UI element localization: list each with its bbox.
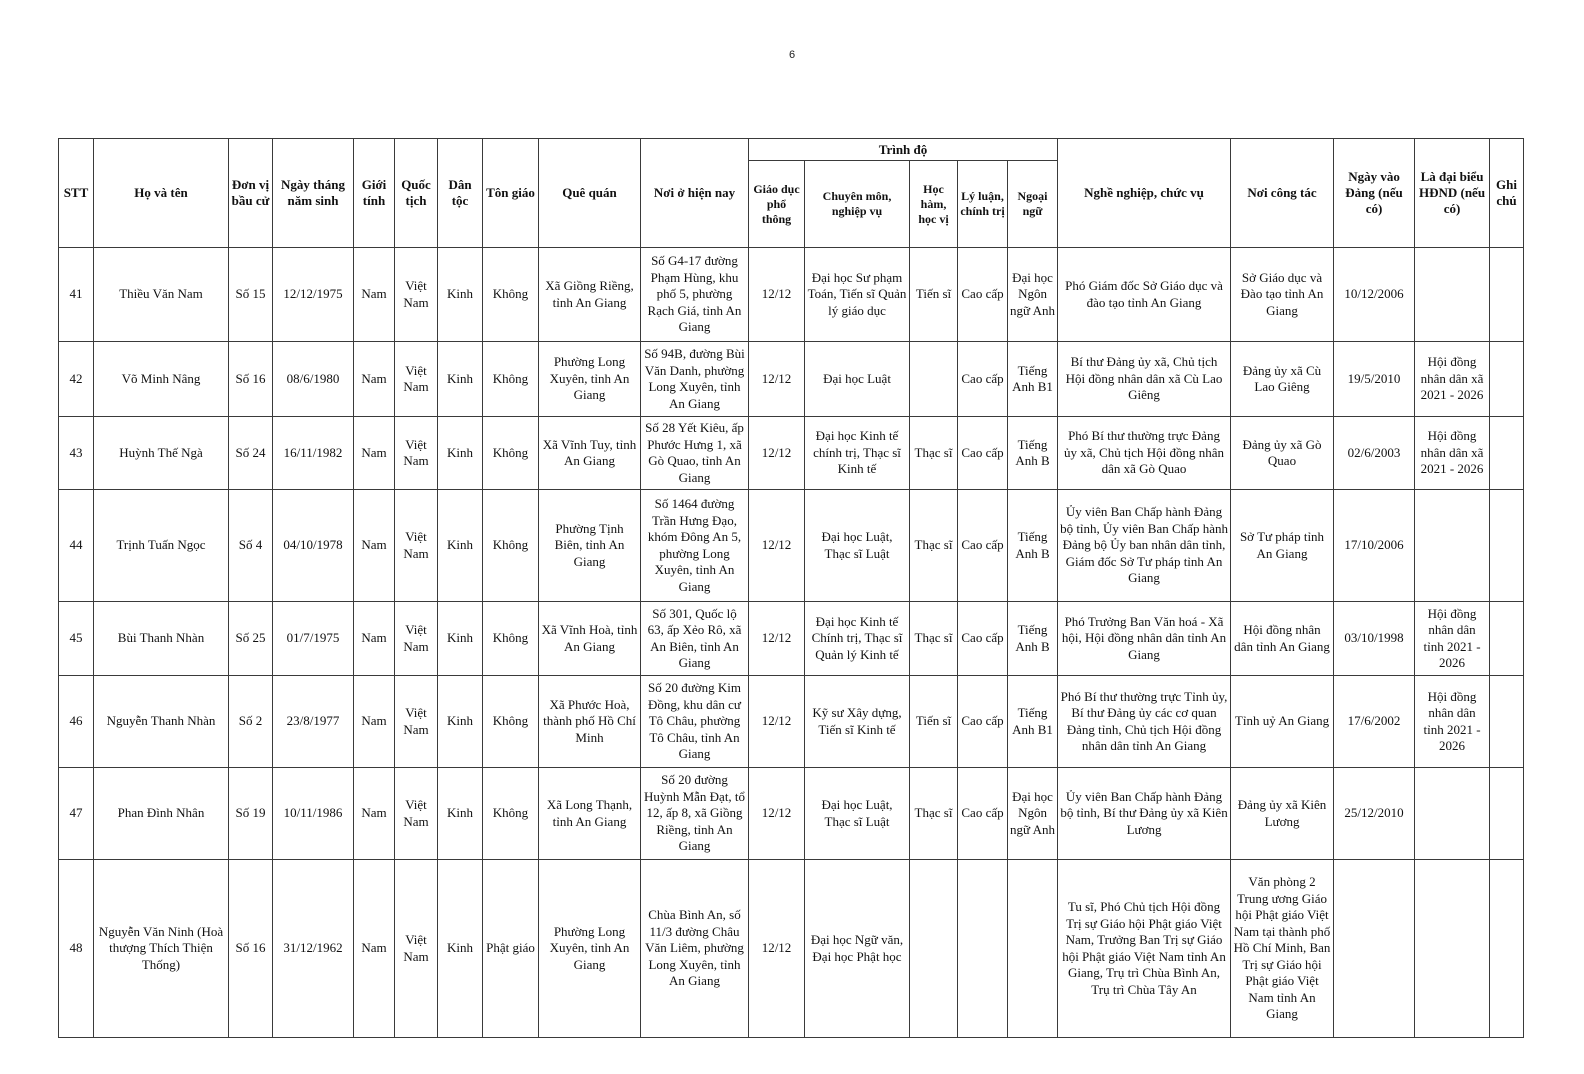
- cell-ngay-sinh: 31/12/1962: [273, 860, 354, 1038]
- cell-chuyen-mon: Đại học Sư phạm Toán, Tiến sĩ Quản lý giáo dục: [805, 248, 910, 342]
- cell-que-quan: Phường Tịnh Biên, tỉnh An Giang: [539, 490, 641, 602]
- cell-gioi-tinh: Nam: [354, 342, 395, 417]
- cell-ngay-vao-dang: 10/12/2006: [1334, 248, 1415, 342]
- header-quoc-tich: Quốc tịch: [395, 139, 438, 248]
- cell-hoc-ham: Thạc sĩ: [910, 417, 958, 490]
- cell-ngoai-ngu: [1008, 860, 1058, 1038]
- header-stt: STT: [59, 139, 94, 248]
- cell-ngay-vao-dang: 17/10/2006: [1334, 490, 1415, 602]
- cell-stt: 43: [59, 417, 94, 490]
- cell-gioi-tinh: Nam: [354, 768, 395, 860]
- cell-quoc-tich: Việt Nam: [395, 602, 438, 676]
- cell-hoc-ham: Thạc sĩ: [910, 768, 958, 860]
- cell-noi-cong-tac: Đảng ủy xã Cù Lao Giêng: [1231, 342, 1334, 417]
- table-row: [59, 676, 1524, 768]
- cell-ho-ten: Bùi Thanh Nhàn: [94, 602, 229, 676]
- cell-stt: 45: [59, 602, 94, 676]
- header-nghe-nghiep: Nghề nghiệp, chức vụ: [1058, 139, 1231, 248]
- cell-ly-luan: Cao cấp: [958, 490, 1008, 602]
- cell-ho-ten: Huỳnh Thế Ngà: [94, 417, 229, 490]
- cell-ngoai-ngu: Đại học Ngôn ngữ Anh: [1008, 248, 1058, 342]
- cell-noi-cong-tac: Sở Tư pháp tỉnh An Giang: [1231, 490, 1334, 602]
- cell-gioi-tinh: Nam: [354, 248, 395, 342]
- cell-quoc-tich: Việt Nam: [395, 248, 438, 342]
- cell-ly-luan: Cao cấp: [958, 417, 1008, 490]
- cell-quoc-tich: Việt Nam: [395, 860, 438, 1038]
- cell-hoc-ham: Thạc sĩ: [910, 602, 958, 676]
- cell-ngay-sinh: 10/11/1986: [273, 768, 354, 860]
- cell-ton-giao: Không: [483, 602, 539, 676]
- cell-ngay-sinh: 16/11/1982: [273, 417, 354, 490]
- cell-ngoai-ngu: Tiếng Anh B: [1008, 602, 1058, 676]
- cell-que-quan: Xã Phước Hoà, thành phố Hồ Chí Minh: [539, 676, 641, 768]
- cell-stt: 48: [59, 860, 94, 1038]
- cell-ngay-sinh: 12/12/1975: [273, 248, 354, 342]
- cell-ngoai-ngu: Tiếng Anh B: [1008, 417, 1058, 490]
- cell-ngay-vao-dang: 19/5/2010: [1334, 342, 1415, 417]
- cell-dai-bieu: Hội đồng nhân dân xã 2021 - 2026: [1415, 417, 1490, 490]
- cell-stt: 42: [59, 342, 94, 417]
- cell-don-vi: Số 25: [229, 602, 273, 676]
- cell-nghe-nghiep: Bí thư Đảng ủy xã, Chủ tịch Hội đồng nhân dân xã Cù Lao Giêng: [1058, 342, 1231, 417]
- cell-dan-toc: Kinh: [438, 248, 483, 342]
- cell-chuyen-mon: Đại học Luật, Thạc sĩ Luật: [805, 768, 910, 860]
- table-row: [59, 248, 1524, 342]
- cell-noi-o: Số 28 Yết Kiêu, ấp Phước Hưng 1, xã Gò Quao, tỉnh An Giang: [641, 417, 749, 490]
- cell-ly-luan: Cao cấp: [958, 676, 1008, 768]
- header-giao-duc: Giáo dục phổ thông: [749, 161, 805, 248]
- header-ngay-vao-dang: Ngày vào Đảng (nếu có): [1334, 139, 1415, 248]
- cell-que-quan: Phường Long Xuyên, tỉnh An Giang: [539, 860, 641, 1038]
- cell-dai-bieu: [1415, 248, 1490, 342]
- cell-ngoai-ngu: Tiếng Anh B: [1008, 490, 1058, 602]
- cell-dai-bieu: Hội đồng nhân dân tỉnh 2021 - 2026: [1415, 676, 1490, 768]
- cell-stt: 46: [59, 676, 94, 768]
- cell-gioi-tinh: Nam: [354, 417, 395, 490]
- cell-nghe-nghiep: Phó Trưởng Ban Văn hoá - Xã hội, Hội đồng nhân dân tỉnh An Giang: [1058, 602, 1231, 676]
- cell-ngoai-ngu: Đại học Ngôn ngữ Anh: [1008, 768, 1058, 860]
- candidate-table: [58, 138, 1524, 1038]
- cell-que-quan: Xã Long Thạnh, tỉnh An Giang: [539, 768, 641, 860]
- cell-don-vi: Số 16: [229, 342, 273, 417]
- cell-ly-luan: Cao cấp: [958, 602, 1008, 676]
- cell-chuyen-mon: Đại học Kinh tế Chính trị, Thạc sĩ Quản lý Kinh tế: [805, 602, 910, 676]
- cell-ghi-chu: [1490, 342, 1524, 417]
- header-trinh-do: Trình độ: [749, 139, 1058, 161]
- cell-chuyen-mon: Đại học Ngữ văn, Đại học Phật học: [805, 860, 910, 1038]
- cell-dan-toc: Kinh: [438, 602, 483, 676]
- cell-don-vi: Số 2: [229, 676, 273, 768]
- cell-quoc-tich: Việt Nam: [395, 768, 438, 860]
- cell-gioi-tinh: Nam: [354, 602, 395, 676]
- cell-nghe-nghiep: Ủy viên Ban Chấp hành Đảng bộ tỉnh, Ủy viên Ban Chấp hành Đảng bộ Ủy ban nhân dân tỉnh, Giám đốc Sở Tư pháp tỉnh An Giang: [1058, 490, 1231, 602]
- cell-dai-bieu: Hội đồng nhân dân tỉnh 2021 - 2026: [1415, 602, 1490, 676]
- cell-ton-giao: Phật giáo: [483, 860, 539, 1038]
- header-chuyen-mon: Chuyên môn, nghiệp vụ: [805, 161, 910, 248]
- cell-nghe-nghiep: Ủy viên Ban Chấp hành Đảng bộ tỉnh, Bí thư Đảng ủy xã Kiên Lương: [1058, 768, 1231, 860]
- cell-ngay-vao-dang: 17/6/2002: [1334, 676, 1415, 768]
- cell-stt: 41: [59, 248, 94, 342]
- cell-gioi-tinh: Nam: [354, 490, 395, 602]
- table-row: [59, 417, 1524, 490]
- cell-ho-ten: Nguyễn Văn Ninh (Hoà thượng Thích Thiện Thống): [94, 860, 229, 1038]
- cell-que-quan: Xã Giồng Riềng, tỉnh An Giang: [539, 248, 641, 342]
- cell-noi-o: Số 20 đường Kim Đồng, khu dân cư Tô Châu, phường Tô Châu, tỉnh An Giang: [641, 676, 749, 768]
- cell-dan-toc: Kinh: [438, 417, 483, 490]
- cell-noi-o: Số G4-17 đường Phạm Hùng, khu phố 5, phường Rạch Giá, tỉnh An Giang: [641, 248, 749, 342]
- cell-stt: 47: [59, 768, 94, 860]
- cell-dan-toc: Kinh: [438, 860, 483, 1038]
- header-noi-o: Nơi ở hiện nay: [641, 139, 749, 248]
- cell-que-quan: Phường Long Xuyên, tỉnh An Giang: [539, 342, 641, 417]
- header-que-quan: Quê quán: [539, 139, 641, 248]
- cell-ho-ten: Nguyễn Thanh Nhàn: [94, 676, 229, 768]
- cell-nghe-nghiep: Tu sĩ, Phó Chủ tịch Hội đồng Trị sự Giáo hội Phật giáo Việt Nam, Trưởng Ban Trị sự Giáo hội Phật giáo Việt Nam tỉnh An Giang, Trụ trì Chùa Bình An, Trụ trì Chùa Tây An: [1058, 860, 1231, 1038]
- cell-ngoai-ngu: Tiếng Anh B1: [1008, 342, 1058, 417]
- table-row: [59, 768, 1524, 860]
- cell-noi-o: Chùa Bình An, số 11/3 đường Châu Văn Liêm, phường Long Xuyên, tỉnh An Giang: [641, 860, 749, 1038]
- cell-ngay-vao-dang: 02/6/2003: [1334, 417, 1415, 490]
- header-ngoai-ngu: Ngoại ngữ: [1008, 161, 1058, 248]
- header-gioi-tinh: Giới tính: [354, 139, 395, 248]
- cell-ho-ten: Võ Minh Nâng: [94, 342, 229, 417]
- cell-noi-o: Số 301, Quốc lộ 63, ấp Xẻo Rô, xã An Biên, tỉnh An Giang: [641, 602, 749, 676]
- cell-ngay-vao-dang: [1334, 860, 1415, 1038]
- header-dan-toc: Dân tộc: [438, 139, 483, 248]
- header-hoc-ham: Học hàm, học vị: [910, 161, 958, 248]
- cell-chuyen-mon: Kỹ sư Xây dựng, Tiến sĩ Kinh tế: [805, 676, 910, 768]
- cell-dai-bieu: [1415, 860, 1490, 1038]
- cell-ton-giao: Không: [483, 417, 539, 490]
- cell-giao-duc: 12/12: [749, 417, 805, 490]
- cell-nghe-nghiep: Phó Giám đốc Sở Giáo dục và đào tạo tỉnh An Giang: [1058, 248, 1231, 342]
- cell-don-vi: Số 24: [229, 417, 273, 490]
- cell-ton-giao: Không: [483, 248, 539, 342]
- cell-gioi-tinh: Nam: [354, 860, 395, 1038]
- cell-don-vi: Số 4: [229, 490, 273, 602]
- cell-dai-bieu: [1415, 490, 1490, 602]
- header-row: [59, 139, 1524, 161]
- cell-noi-cong-tac: Đảng ủy xã Gò Quao: [1231, 417, 1334, 490]
- cell-ghi-chu: [1490, 768, 1524, 860]
- header-ho-ten: Họ và tên: [94, 139, 229, 248]
- cell-giao-duc: 12/12: [749, 342, 805, 417]
- header-noi-cong-tac: Nơi công tác: [1231, 139, 1334, 248]
- cell-ho-ten: Phan Đình Nhân: [94, 768, 229, 860]
- cell-ngay-sinh: 01/7/1975: [273, 602, 354, 676]
- cell-giao-duc: 12/12: [749, 602, 805, 676]
- header-dai-bieu: Là đại biểu HĐND (nếu có): [1415, 139, 1490, 248]
- cell-dai-bieu: Hội đồng nhân dân xã 2021 - 2026: [1415, 342, 1490, 417]
- cell-giao-duc: 12/12: [749, 248, 805, 342]
- cell-hoc-ham: Thạc sĩ: [910, 490, 958, 602]
- cell-quoc-tich: Việt Nam: [395, 417, 438, 490]
- table-row: [59, 602, 1524, 676]
- cell-quoc-tich: Việt Nam: [395, 490, 438, 602]
- cell-hoc-ham: Tiến sĩ: [910, 676, 958, 768]
- cell-don-vi: Số 16: [229, 860, 273, 1038]
- cell-giao-duc: 12/12: [749, 860, 805, 1038]
- cell-ly-luan: Cao cấp: [958, 768, 1008, 860]
- cell-nghe-nghiep: Phó Bí thư thường trực Tỉnh ủy, Bí thư Đảng ủy các cơ quan Đảng tỉnh, Chủ tịch Hội đồng nhân dân tỉnh An Giang: [1058, 676, 1231, 768]
- cell-ton-giao: Không: [483, 342, 539, 417]
- table-row: [59, 860, 1524, 1038]
- table-row: [59, 342, 1524, 417]
- cell-ton-giao: Không: [483, 768, 539, 860]
- cell-ton-giao: Không: [483, 676, 539, 768]
- cell-que-quan: Xã Vĩnh Tuy, tỉnh An Giang: [539, 417, 641, 490]
- cell-chuyen-mon: Đại học Luật, Thạc sĩ Luật: [805, 490, 910, 602]
- cell-nghe-nghiep: Phó Bí thư thường trực Đảng ủy xã, Chủ tịch Hội đồng nhân dân xã Gò Quao: [1058, 417, 1231, 490]
- cell-ho-ten: Trịnh Tuấn Ngọc: [94, 490, 229, 602]
- cell-ghi-chu: [1490, 860, 1524, 1038]
- cell-gioi-tinh: Nam: [354, 676, 395, 768]
- cell-ly-luan: Cao cấp: [958, 342, 1008, 417]
- cell-ghi-chu: [1490, 248, 1524, 342]
- cell-ghi-chu: [1490, 602, 1524, 676]
- cell-dai-bieu: [1415, 768, 1490, 860]
- cell-dan-toc: Kinh: [438, 768, 483, 860]
- cell-noi-cong-tac: Hội đồng nhân dân tỉnh An Giang: [1231, 602, 1334, 676]
- header-don-vi: Đơn vị bầu cử: [229, 139, 273, 248]
- cell-giao-duc: 12/12: [749, 768, 805, 860]
- cell-chuyen-mon: Đại học Kinh tế chính trị, Thạc sĩ Kinh tế: [805, 417, 910, 490]
- cell-ngay-sinh: 08/6/1980: [273, 342, 354, 417]
- cell-noi-cong-tac: Sở Giáo dục và Đào tạo tỉnh An Giang: [1231, 248, 1334, 342]
- cell-ghi-chu: [1490, 676, 1524, 768]
- cell-dan-toc: Kinh: [438, 676, 483, 768]
- cell-don-vi: Số 19: [229, 768, 273, 860]
- cell-hoc-ham: [910, 860, 958, 1038]
- header-ngay-sinh: Ngày tháng năm sinh: [273, 139, 354, 248]
- cell-ngay-sinh: 23/8/1977: [273, 676, 354, 768]
- cell-giao-duc: 12/12: [749, 490, 805, 602]
- cell-noi-o: Số 1464 đường Trần Hưng Đạo, khóm Đông An 5, phường Long Xuyên, tỉnh An Giang: [641, 490, 749, 602]
- cell-que-quan: Xã Vĩnh Hoà, tỉnh An Giang: [539, 602, 641, 676]
- cell-ly-luan: [958, 860, 1008, 1038]
- header-ghi-chu: Ghi chú: [1490, 139, 1524, 248]
- header-ton-giao: Tôn giáo: [483, 139, 539, 248]
- cell-don-vi: Số 15: [229, 248, 273, 342]
- cell-ly-luan: Cao cấp: [958, 248, 1008, 342]
- header-ly-luan: Lý luận, chính trị: [958, 161, 1008, 248]
- cell-noi-cong-tac: Đảng ủy xã Kiên Lương: [1231, 768, 1334, 860]
- page-number: 6: [788, 49, 796, 61]
- cell-ngay-vao-dang: 03/10/1998: [1334, 602, 1415, 676]
- cell-dan-toc: Kinh: [438, 342, 483, 417]
- cell-ngoai-ngu: Tiếng Anh B1: [1008, 676, 1058, 768]
- cell-chuyen-mon: Đại học Luật: [805, 342, 910, 417]
- cell-stt: 44: [59, 490, 94, 602]
- cell-ton-giao: Không: [483, 490, 539, 602]
- cell-ngay-vao-dang: 25/12/2010: [1334, 768, 1415, 860]
- cell-ho-ten: Thiều Văn Nam: [94, 248, 229, 342]
- cell-quoc-tich: Việt Nam: [395, 342, 438, 417]
- cell-noi-cong-tac: Tỉnh uỷ An Giang: [1231, 676, 1334, 768]
- cell-dan-toc: Kinh: [438, 490, 483, 602]
- cell-hoc-ham: Tiến sĩ: [910, 248, 958, 342]
- cell-giao-duc: 12/12: [749, 676, 805, 768]
- cell-noi-o: Số 20 đường Huỳnh Mẫn Đạt, tổ 12, ấp 8, xã Giồng Riềng, tỉnh An Giang: [641, 768, 749, 860]
- cell-hoc-ham: [910, 342, 958, 417]
- cell-ngay-sinh: 04/10/1978: [273, 490, 354, 602]
- cell-ghi-chu: [1490, 490, 1524, 602]
- table-row: [59, 490, 1524, 602]
- cell-noi-cong-tac: Văn phòng 2 Trung ương Giáo hội Phật giáo Việt Nam tại thành phố Hồ Chí Minh, Ban Trị sự Giáo hội Phật giáo Việt Nam tỉnh An Giang: [1231, 860, 1334, 1038]
- cell-noi-o: Số 94B, đường Bùi Văn Danh, phường Long Xuyên, tỉnh An Giang: [641, 342, 749, 417]
- cell-quoc-tich: Việt Nam: [395, 676, 438, 768]
- cell-ghi-chu: [1490, 417, 1524, 490]
